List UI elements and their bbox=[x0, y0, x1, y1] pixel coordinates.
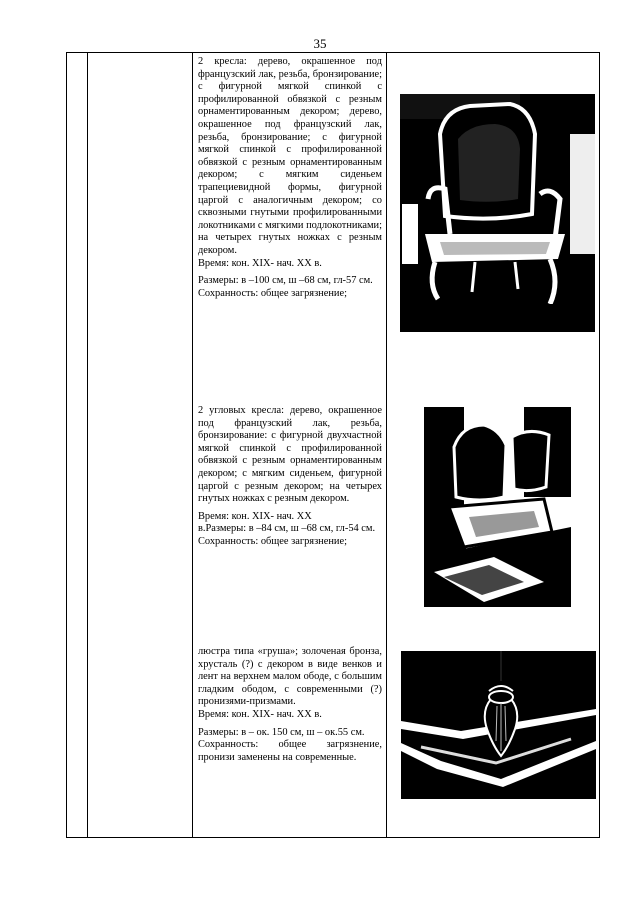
column-divider bbox=[386, 53, 387, 837]
column-divider bbox=[87, 53, 88, 837]
entry-chandelier bbox=[198, 646, 382, 764]
entry-condition: Сохранность: общее загрязнение; bbox=[198, 287, 347, 299]
entry-corner-armchairs bbox=[198, 405, 382, 549]
entry-description: люстра типа «груша»; золоченая бронза, хрусталь (?) с декором в виде венков и лент на верхнем малом ободе, с большим гладким ободом, с современными (?) пронизями-призмами. bbox=[198, 646, 382, 708]
entry-condition: Сохранность: общее загрязнение; bbox=[198, 535, 347, 547]
column-divider bbox=[192, 53, 193, 837]
entry-size: в.Размеры: в –84 см, ш –68 см, гл-54 см. bbox=[198, 523, 376, 535]
entry-time: Время: кон. XIX- нач. XX в. bbox=[198, 257, 322, 269]
entry-size: Размеры: в – ок. 150 см, ш – ок.55 см. bbox=[198, 726, 365, 738]
armchair-photo bbox=[400, 94, 595, 332]
page-number: 35 bbox=[313, 36, 327, 51]
entry-time: Время: кон. XIX- нач. XX в. bbox=[198, 708, 322, 720]
corner-armchair-photo bbox=[424, 407, 571, 607]
entry-condition: Сохранность: общее загрязнение, пронизи заменены на современные. bbox=[198, 739, 382, 763]
entry-description: 2 кресла: дерево, окрашенное под французский лак, резьба, бронзирование; с фигурной мягкой спинкой с профилированной обвязкой с резным орнаментированным декором; дерево, окрашенное под французский лак, резьба, бронзирование; с фигурной мягкой спинкой с профилированной обвязкой с резным орнаментированным декором; с мягким сиденьем трапециевидной формы, фигурной царгой с аналогичным декором; со сквозными гнутыми профилированными локотниками с мягкими подлокотниками; на четырех гнутых ножках с резным декором. bbox=[198, 56, 382, 256]
chandelier-photo bbox=[401, 651, 596, 799]
entry-armchairs bbox=[198, 56, 382, 300]
entry-size: Размеры: в –100 см, ш –68 см, гл-57 см. bbox=[198, 275, 373, 287]
entry-description: 2 угловых кресла: дерево, окрашенное под французский лак, резьба, бронзирование: с фигурной двухчастной мягкой спинкой с профилированной обвязкой с резным орнаментированным декором; с мягким сиденьем, фигурной царгой с резным декором; на четырех гнутых ножках с резным декором. bbox=[198, 405, 382, 505]
entry-time: Время: кон. XIX- нач. XX bbox=[198, 510, 312, 522]
